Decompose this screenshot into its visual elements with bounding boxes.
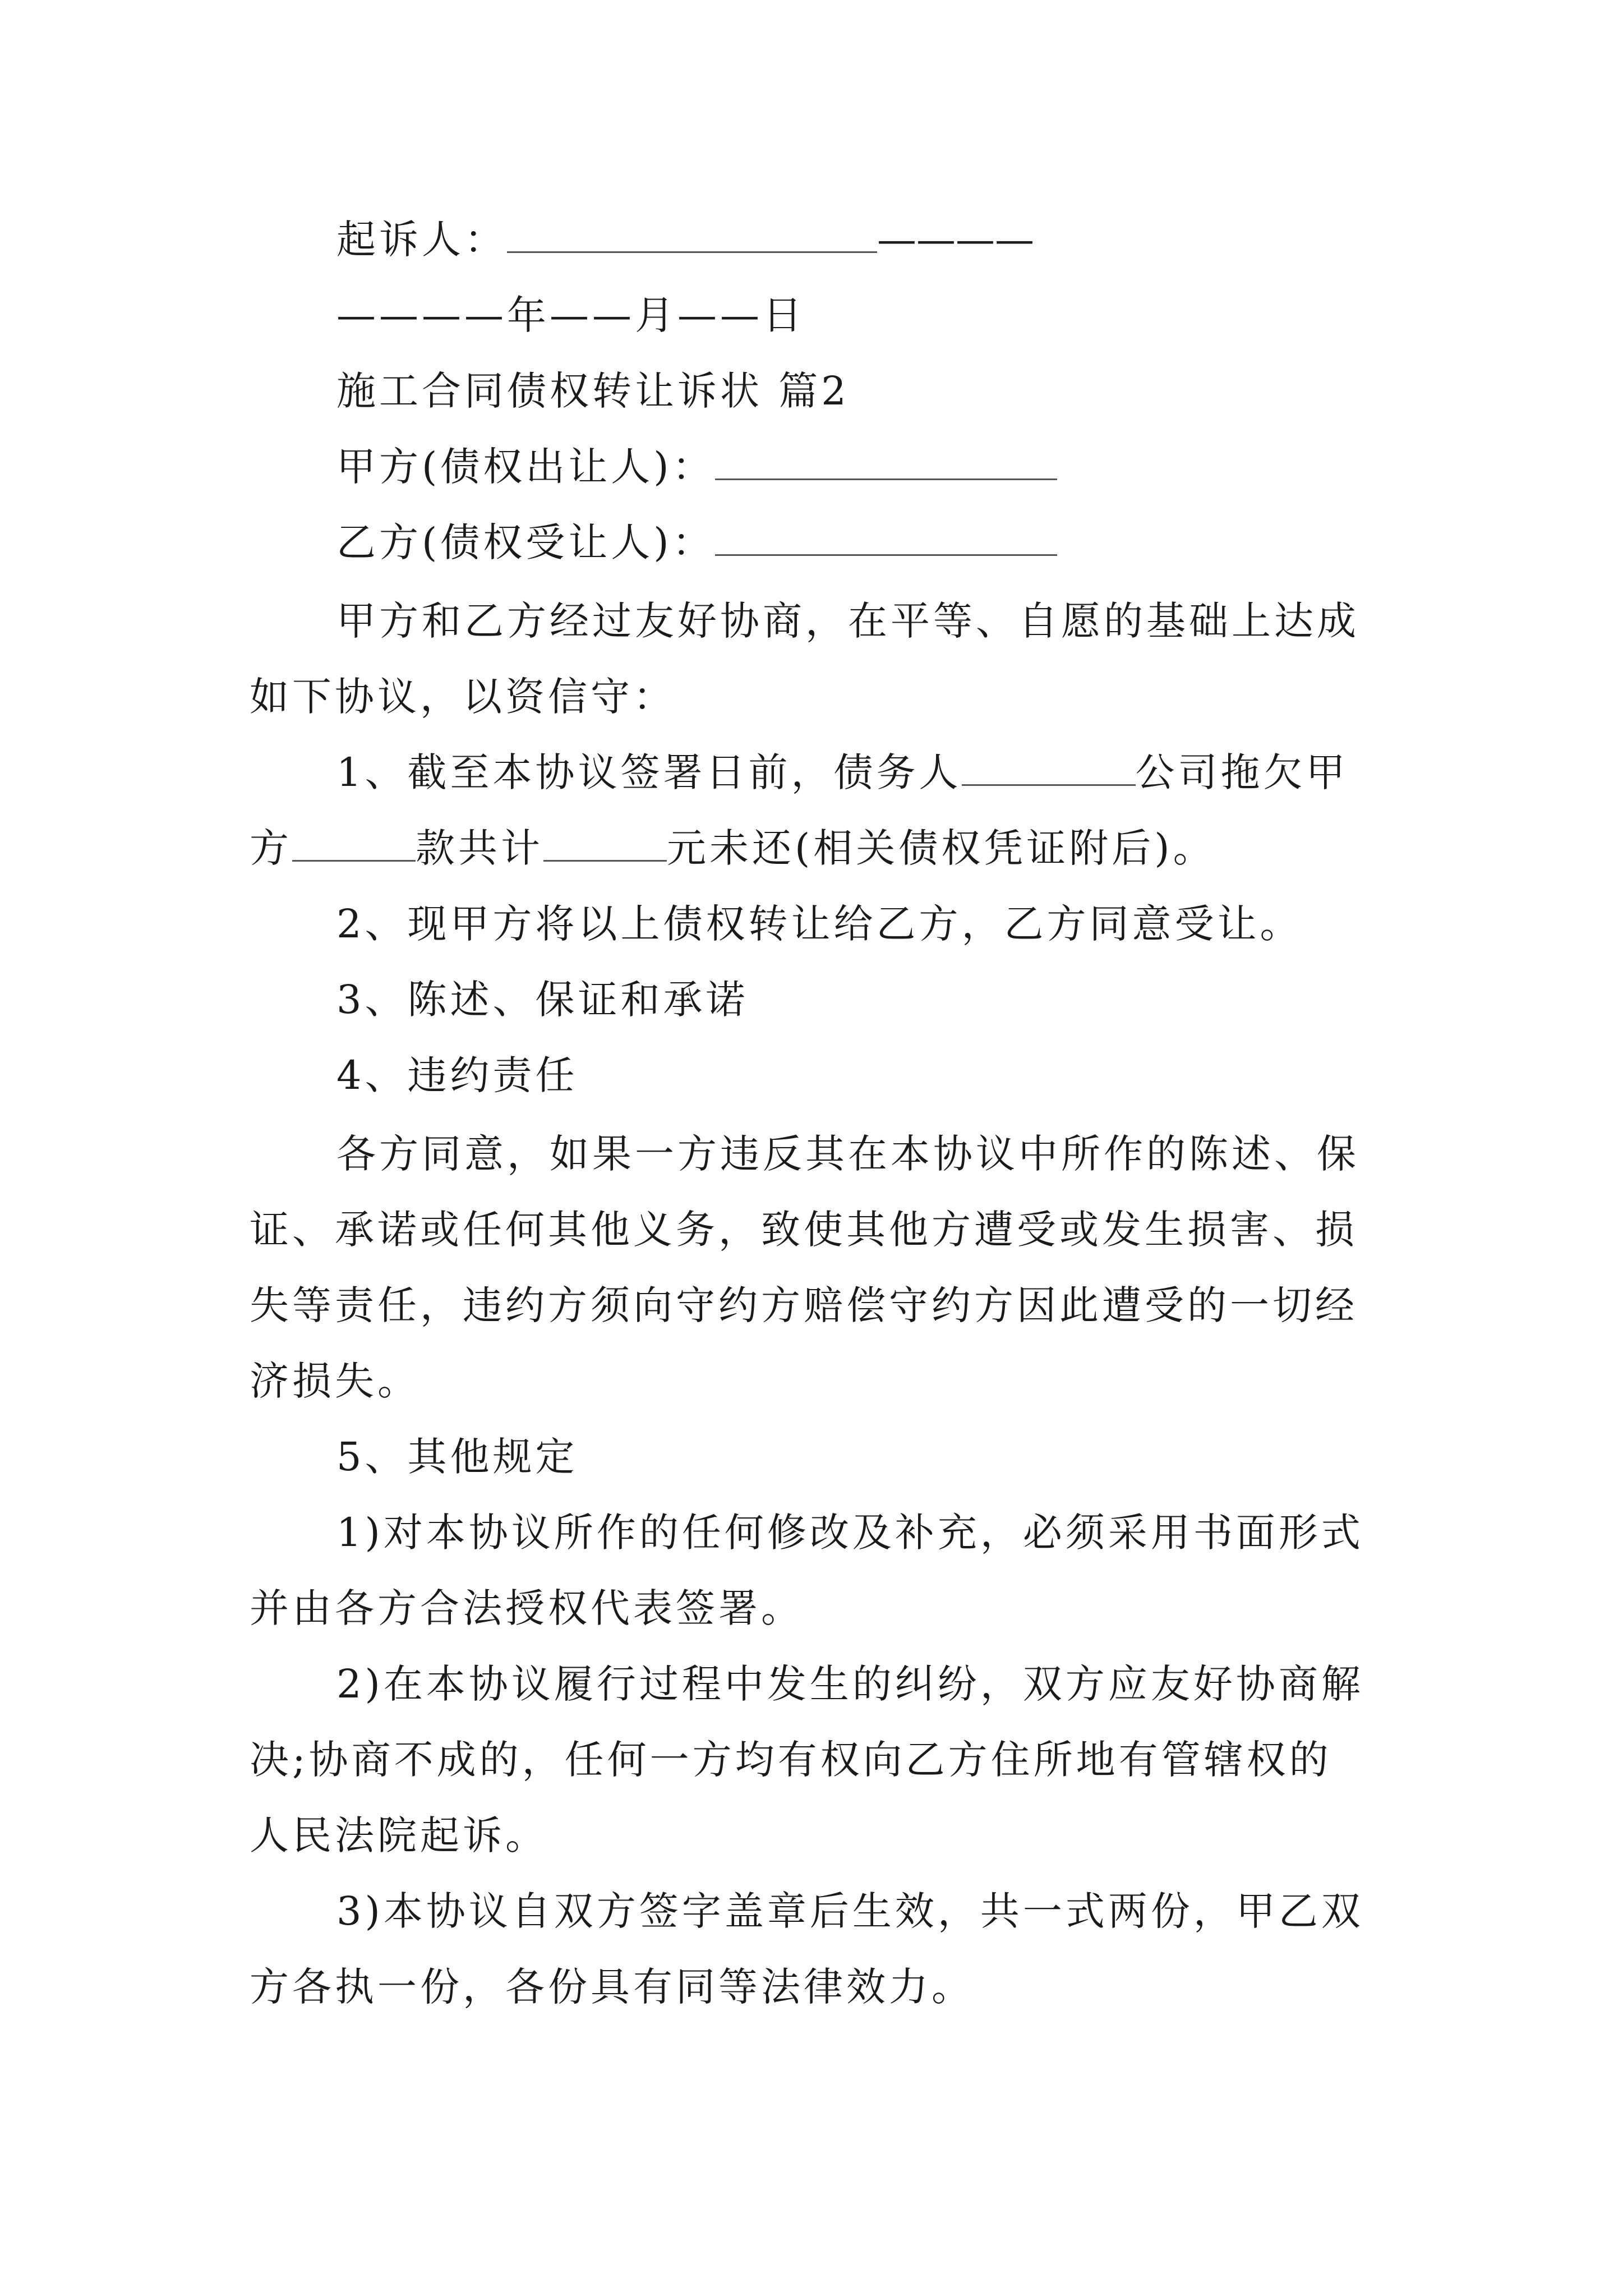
party-a-blank [715,445,1057,480]
plaintiff-trail: ———— [877,217,1034,263]
clause-3-line: 3、陈述、保证和承诺 [336,977,749,1023]
party-b-blank [715,521,1057,556]
paragraph-line: 失等责任，违约方须向守约方赔偿守约方因此遭受的一切经 [250,1282,1358,1328]
clause-1-cont-line [250,825,1216,872]
clause-1-line [336,749,1349,796]
clause-1-text-e: 元未还(相关债权凭证附后)。 [667,825,1216,871]
clause-1-text-d: 款共计 [416,825,543,871]
paragraph-line: 2)在本协议履行过程中发生的纠纷，双方应友好协商解 [336,1661,1364,1707]
plaintiff-blank [507,218,877,253]
party-a-label: 甲方(债权出让人)： [336,444,715,490]
clause-1-text-c: 方 [250,825,292,871]
date-line: ————年——月——日 [336,292,805,338]
party-b-label: 乙方(债权受让人)： [336,519,715,565]
debtor-blank [962,751,1136,786]
paragraph-line: 各方同意，如果一方违反其在本协议中所作的陈述、保 [336,1131,1359,1177]
paragraph-line: 方各执一份，各份具有同等法律效力。 [250,1964,974,2010]
clause-4-line: 4、违约责任 [336,1052,578,1098]
clause-2-line: 2、现甲方将以上债权转让给乙方，乙方同意受让。 [336,901,1303,947]
section-title: 施工合同债权转让诉状 篇2 [336,368,850,414]
paragraph-line: 济损失。 [250,1358,420,1404]
party-a-line [336,443,1057,490]
paragraph-line: 证、承诺或任何其他义务，致使其他方遭受或发生损害、损 [250,1207,1358,1253]
paragraph-line: 甲方和乙方经过友好协商，在平等、自愿的基础上达成 [336,598,1359,644]
plaintiff-line [336,216,1034,263]
clause-1-text-b: 公司拖欠甲 [1135,749,1349,795]
paragraph-line: 1)对本协议所作的任何修改及补充，必须采用书面形式 [336,1510,1364,1556]
paragraph-line: 人民法院起诉。 [250,1812,548,1858]
clause-1-text-a: 1、截至本协议签署日前，债务人 [336,749,962,795]
party-b-line [336,519,1057,566]
plaintiff-label: 起诉人： [336,217,507,263]
clause-5-line: 5、其他规定 [336,1434,578,1480]
paragraph-line: 并由各方合法授权代表签署。 [250,1585,804,1631]
paragraph-line: 决;协商不成的，任何一方均有权向乙方住所地有管辖权的 [250,1737,1332,1783]
amount-blank [543,826,667,862]
paragraph-line: 如下协议，以资信守： [250,674,676,720]
item-blank [292,826,416,862]
paragraph-line: 3)本协议自双方签字盖章后生效，共一式两份，甲乙双 [336,1888,1364,1934]
